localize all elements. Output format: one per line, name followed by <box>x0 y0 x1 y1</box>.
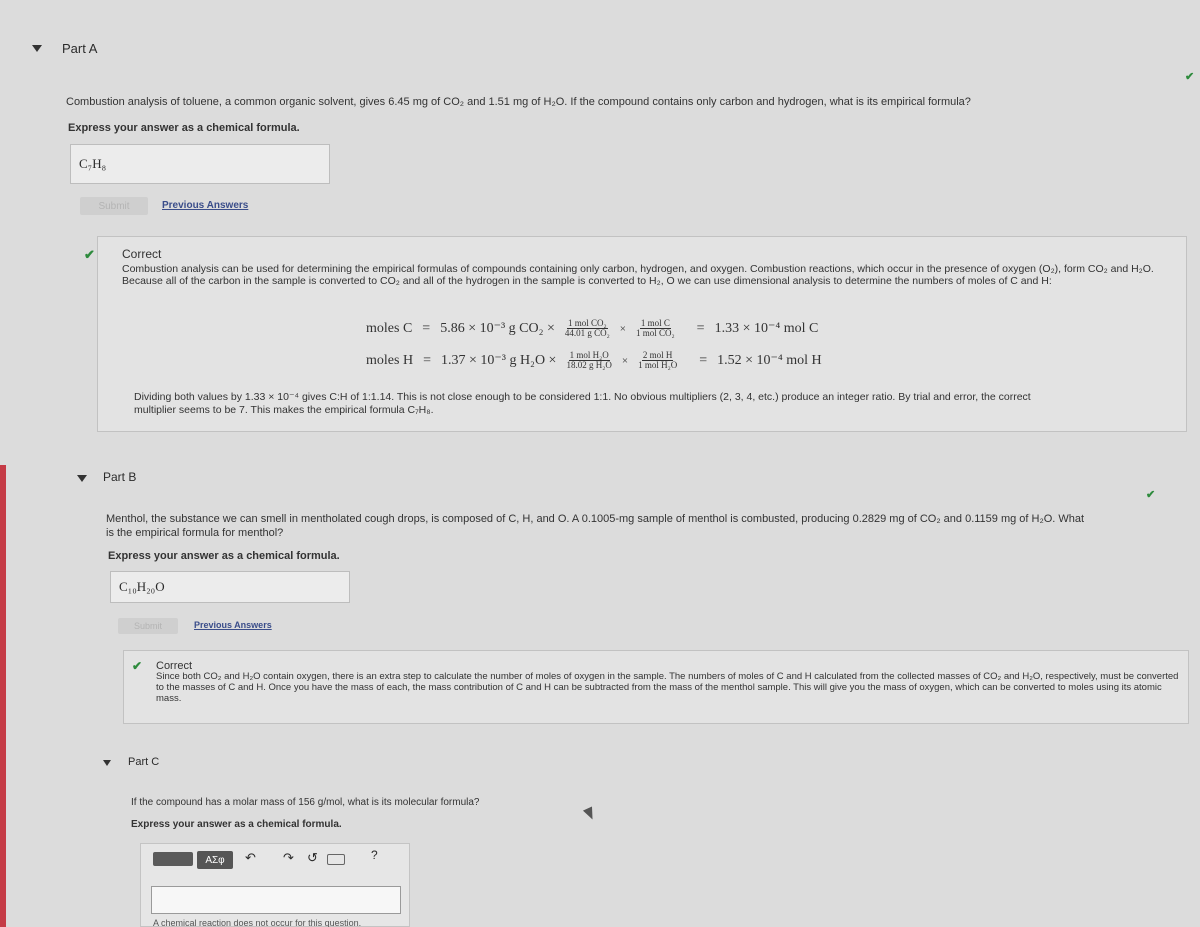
part-a-previous-answers-link[interactable]: Previous Answers <box>162 200 249 211</box>
part-a-instruction: Express your answer as a chemical formula. <box>68 122 300 134</box>
part-a-conclusion-line1: Dividing both values by 1.33 × 10⁻⁴ gives C:H of 1:1.14. This is not close enough to be considered 1:1. No obvious multipliers (2, 3, 4, etc.) produce an integer ratio. By trial and error, the correct <box>134 391 1031 403</box>
keyboard-icon[interactable] <box>327 854 345 865</box>
part-a-question: Combustion analysis of toluene, a common organic solvent, gives 6.45 mg of CO₂ and 1.51 mg of H₂O. If the compound contains only carbon and hydrogen, what is its empirical formula? <box>66 96 971 108</box>
symbols-button[interactable]: ΑΣφ <box>197 851 233 869</box>
part-a-answer-box[interactable] <box>70 144 330 184</box>
part-b-submit-button[interactable]: Submit <box>118 618 178 634</box>
part-b-instruction: Express your answer as a chemical formula. <box>108 550 340 562</box>
template-icon[interactable] <box>153 852 193 866</box>
part-c-hint: A chemical reaction does not occur for this question. <box>153 918 362 927</box>
part-b-collapse-icon[interactable] <box>77 475 87 482</box>
reset-icon[interactable]: ↺ <box>307 850 318 865</box>
part-a-feedback-text: Combustion analysis can be used for determining the empirical formulas of compounds containing only carbon, hydrogen, and oxygen. Combustion reactions, which occur in the presence of oxygen (O₂), form CO₂ and H₂O. Because all of the carbon in the sample is converted to CO₂ and all of the hydrogen in the sample is converted to H₂, O we can use dimensional analysis to determine the numbers of moles of C and H: <box>122 263 1154 288</box>
cursor-icon <box>583 806 597 821</box>
part-a-conclusion-line2: multiplier seems to be 7. This makes the empirical formula C₇H₈. <box>134 404 434 416</box>
part-a-submit-button[interactable]: Submit <box>80 197 148 215</box>
part-a-title[interactable]: Part A <box>62 41 98 56</box>
check-icon: ✔ <box>132 659 143 673</box>
part-a-collapse-icon[interactable] <box>32 45 42 52</box>
part-c-question: If the compound has a molar mass of 156 g/mol, what is its molecular formula? <box>131 797 480 808</box>
part-b-title[interactable]: Part B <box>103 470 137 484</box>
part-b-answer-value: C₁₀H₂₀O <box>119 579 165 594</box>
redo-icon[interactable]: ↷ <box>283 850 294 865</box>
part-c-title[interactable]: Part C <box>128 756 160 768</box>
part-c-instruction: Express your answer as a chemical formula. <box>131 819 342 830</box>
equation-moles-h: moles H = 1.37 × 10⁻³ g H₂O × $\frac{\text{1 mol H₂O}}{\text{18.02 g H₂O}}$ × $\frac{\text{2 mol H}}{\text{1 mol H₂O}}$ = 1.52 × 10⁻⁴ mol H <box>366 350 822 371</box>
part-b-feedback-status: Correct <box>156 660 193 672</box>
part-b-question-line2: is the empirical formula for menthol? <box>106 527 284 539</box>
check-icon: ✔ <box>84 247 95 262</box>
part-a-answer-value: C₇H₈ <box>79 156 107 171</box>
part-b-feedback-panel <box>123 650 1189 724</box>
check-icon: ✔ <box>1146 489 1156 501</box>
part-c-collapse-icon[interactable] <box>103 760 111 766</box>
part-b-answer-box[interactable] <box>110 571 350 603</box>
part-a-feedback-panel <box>84 236 1187 432</box>
undo-icon[interactable]: ↶ <box>245 850 256 865</box>
help-icon[interactable]: ? <box>371 848 378 862</box>
part-a-feedback-status: Correct <box>122 247 162 261</box>
page-edge <box>0 465 6 927</box>
equation-moles-c: moles C = 5.86 × 10⁻³ g CO₂ × $\frac{\text{1 mol CO₂}}{\text{44.01 g CO₂}}$ × $\frac{\text{1 mol C}}{\text{1 mol CO₂}}$ = 1.33 × 10⁻⁴ mol C <box>366 318 819 339</box>
part-b-previous-answers-link[interactable]: Previous Answers <box>194 620 272 630</box>
check-icon: ✔ <box>1185 71 1195 83</box>
part-b-question-line1: Menthol, the substance we can smell in mentholated cough drops, is composed of C, H, and O. A 0.1005-mg sample of menthol is combusted, producing 0.2829 mg of CO₂ and 0.1159 mg of H₂O. What <box>106 513 1085 525</box>
part-c-answer-input[interactable] <box>151 886 401 914</box>
part-b-feedback-text: Since both CO₂ and H₂O contain oxygen, there is an extra step to calculate the number of moles of oxygen in the sample. The numbers of moles of C and H calculated from the collected masses of CO₂ and H₂O, respectively, must be converted to the masses of C and H. Once you have the mass of each, the mass contribution of C and H can be subtracted from the mass of the menthol sample. This will give you the mass of oxygen, which can be converted to moles using its atomic mass. <box>156 671 1179 704</box>
part-c-answer-toolbar <box>140 843 410 927</box>
